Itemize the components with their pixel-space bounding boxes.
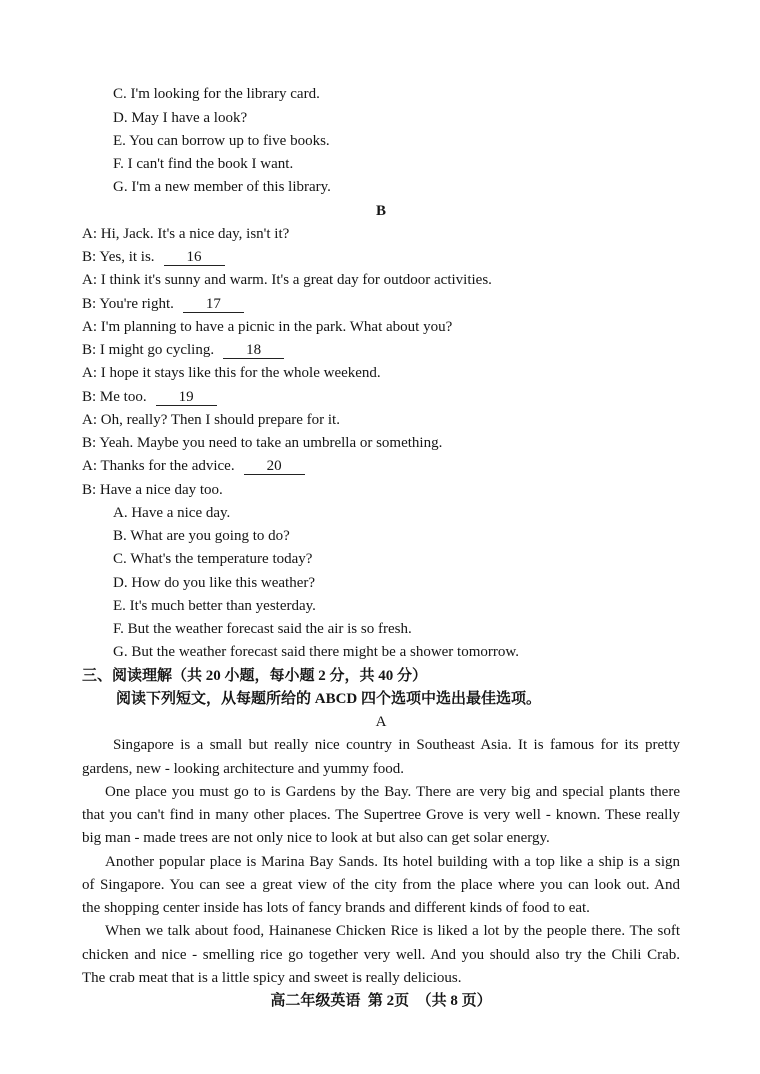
dialogue-line: B: Yeah. Maybe you need to take an umbrella or something. [82,435,443,452]
option-line: D. How do you like this weather? [113,574,316,591]
passage-line: Another popular place is Marina Bay Sands. Its hotel building with a top like a ship is a sign [105,853,680,870]
passage-line: Singapore is a small but really nice country in Southeast Asia. It is famous for its pretty [113,737,680,754]
passage-line: The crab meat that is a little spicy and sweet is really delicious. [82,969,462,986]
passage-paragraph [82,920,680,990]
dialogue-line: B: Have a nice day too. [82,481,223,498]
option-line: C. What's the temperature today? [113,551,313,568]
dialogue-options-list [82,502,680,665]
exam-page-content [82,83,680,1013]
passage-heading: A [375,714,387,731]
passage-line: One place you must go to is Gardens by the Bay. There are very big and special plants there [105,783,680,800]
option-line: E. It's much better than yesterday. [113,597,316,614]
option-line: G. But the weather forecast said there might be a shower tomorrow. [113,644,519,661]
passage-line: of Singapore. You can see a great view of the city from the place where you can look out. And [82,876,680,893]
dialogue-line: A: I'm planning to have a picnic in the park. What about you? [82,318,453,335]
passage-line: When we talk about food, Hainanese Chicken Rice is liked a lot by the people there. The soft [105,923,680,940]
dialogue-text: B: Yes, it is. [82,249,155,266]
passage-line: that you can't find in many other places. The Supertree Grove is very well - known. These really [82,807,680,824]
option-line: A. Have a nice day. [113,504,231,521]
dialogue-line: A: Hi, Jack. It's a nice day, isn't it? [82,225,290,242]
answer-blank: 18 [223,343,284,359]
answer-blank: 17 [183,297,244,313]
answer-blank: 20 [244,459,305,475]
option-line: D. May I have a look? [113,109,248,126]
option-line: F. But the weather forecast said the air is so fresh. [113,621,412,638]
dialogue-text: B: Me too. [82,388,147,405]
option-line: F. I can't find the book I want. [113,156,294,173]
dialogue-text: A: Thanks for the advice. [82,458,235,475]
dialogue-line [82,246,680,269]
dialogue-text: B: I might go cycling. [82,342,215,359]
passage-paragraph [82,851,680,921]
answer-blank: 16 [164,250,225,266]
dialogue [82,223,680,502]
dialogue-text: B: You're right. [82,295,174,312]
passage-line: gardens, new - looking architecture and yummy food. [82,760,404,777]
answer-blank: 19 [156,390,217,406]
passage-line: big man - made trees are not only nice to look at but also can get solar energy. [82,830,550,847]
dialogue-line [82,339,680,362]
option-line: B. What are you going to do? [113,528,290,545]
reading-section-title: 三、阅读理解（共 20 小题，每小题 2 分，共 40 分） [82,667,428,684]
dialogue-line: A: I think it's sunny and warm. It's a great day for outdoor activities. [82,272,492,289]
option-line: E. You can borrow up to five books. [113,132,330,149]
passage-a [82,734,680,990]
passage-paragraph [82,781,680,851]
option-line: C. I'm looking for the library card. [113,86,320,103]
passage-line: chicken and nice - smelling rice go together very well. And you should also try the Chili Crab. [82,946,680,963]
dialogue-line [82,455,680,478]
option-line: G. I'm a new member of this library. [113,179,331,196]
dialogue-line: A: I hope it stays like this for the whole weekend. [82,365,381,382]
dialogue-line [82,386,680,409]
previous-options-list [82,83,680,199]
dialogue-section-heading: B [375,202,386,219]
dialogue-line: A: Oh, really? Then I should prepare for it. [82,411,340,428]
dialogue-line [82,293,680,316]
passage-paragraph [82,734,680,781]
passage-line: the shopping center inside has lots of fancy brands and different kinds of food to eat. [82,900,590,917]
page-footer: 高二年级英语 第 2页 （共 8 页） [270,993,492,1010]
reading-instruction: 阅读下列短文，从每题所给的 ABCD 四个选项中选出最佳选项。 [116,690,542,707]
